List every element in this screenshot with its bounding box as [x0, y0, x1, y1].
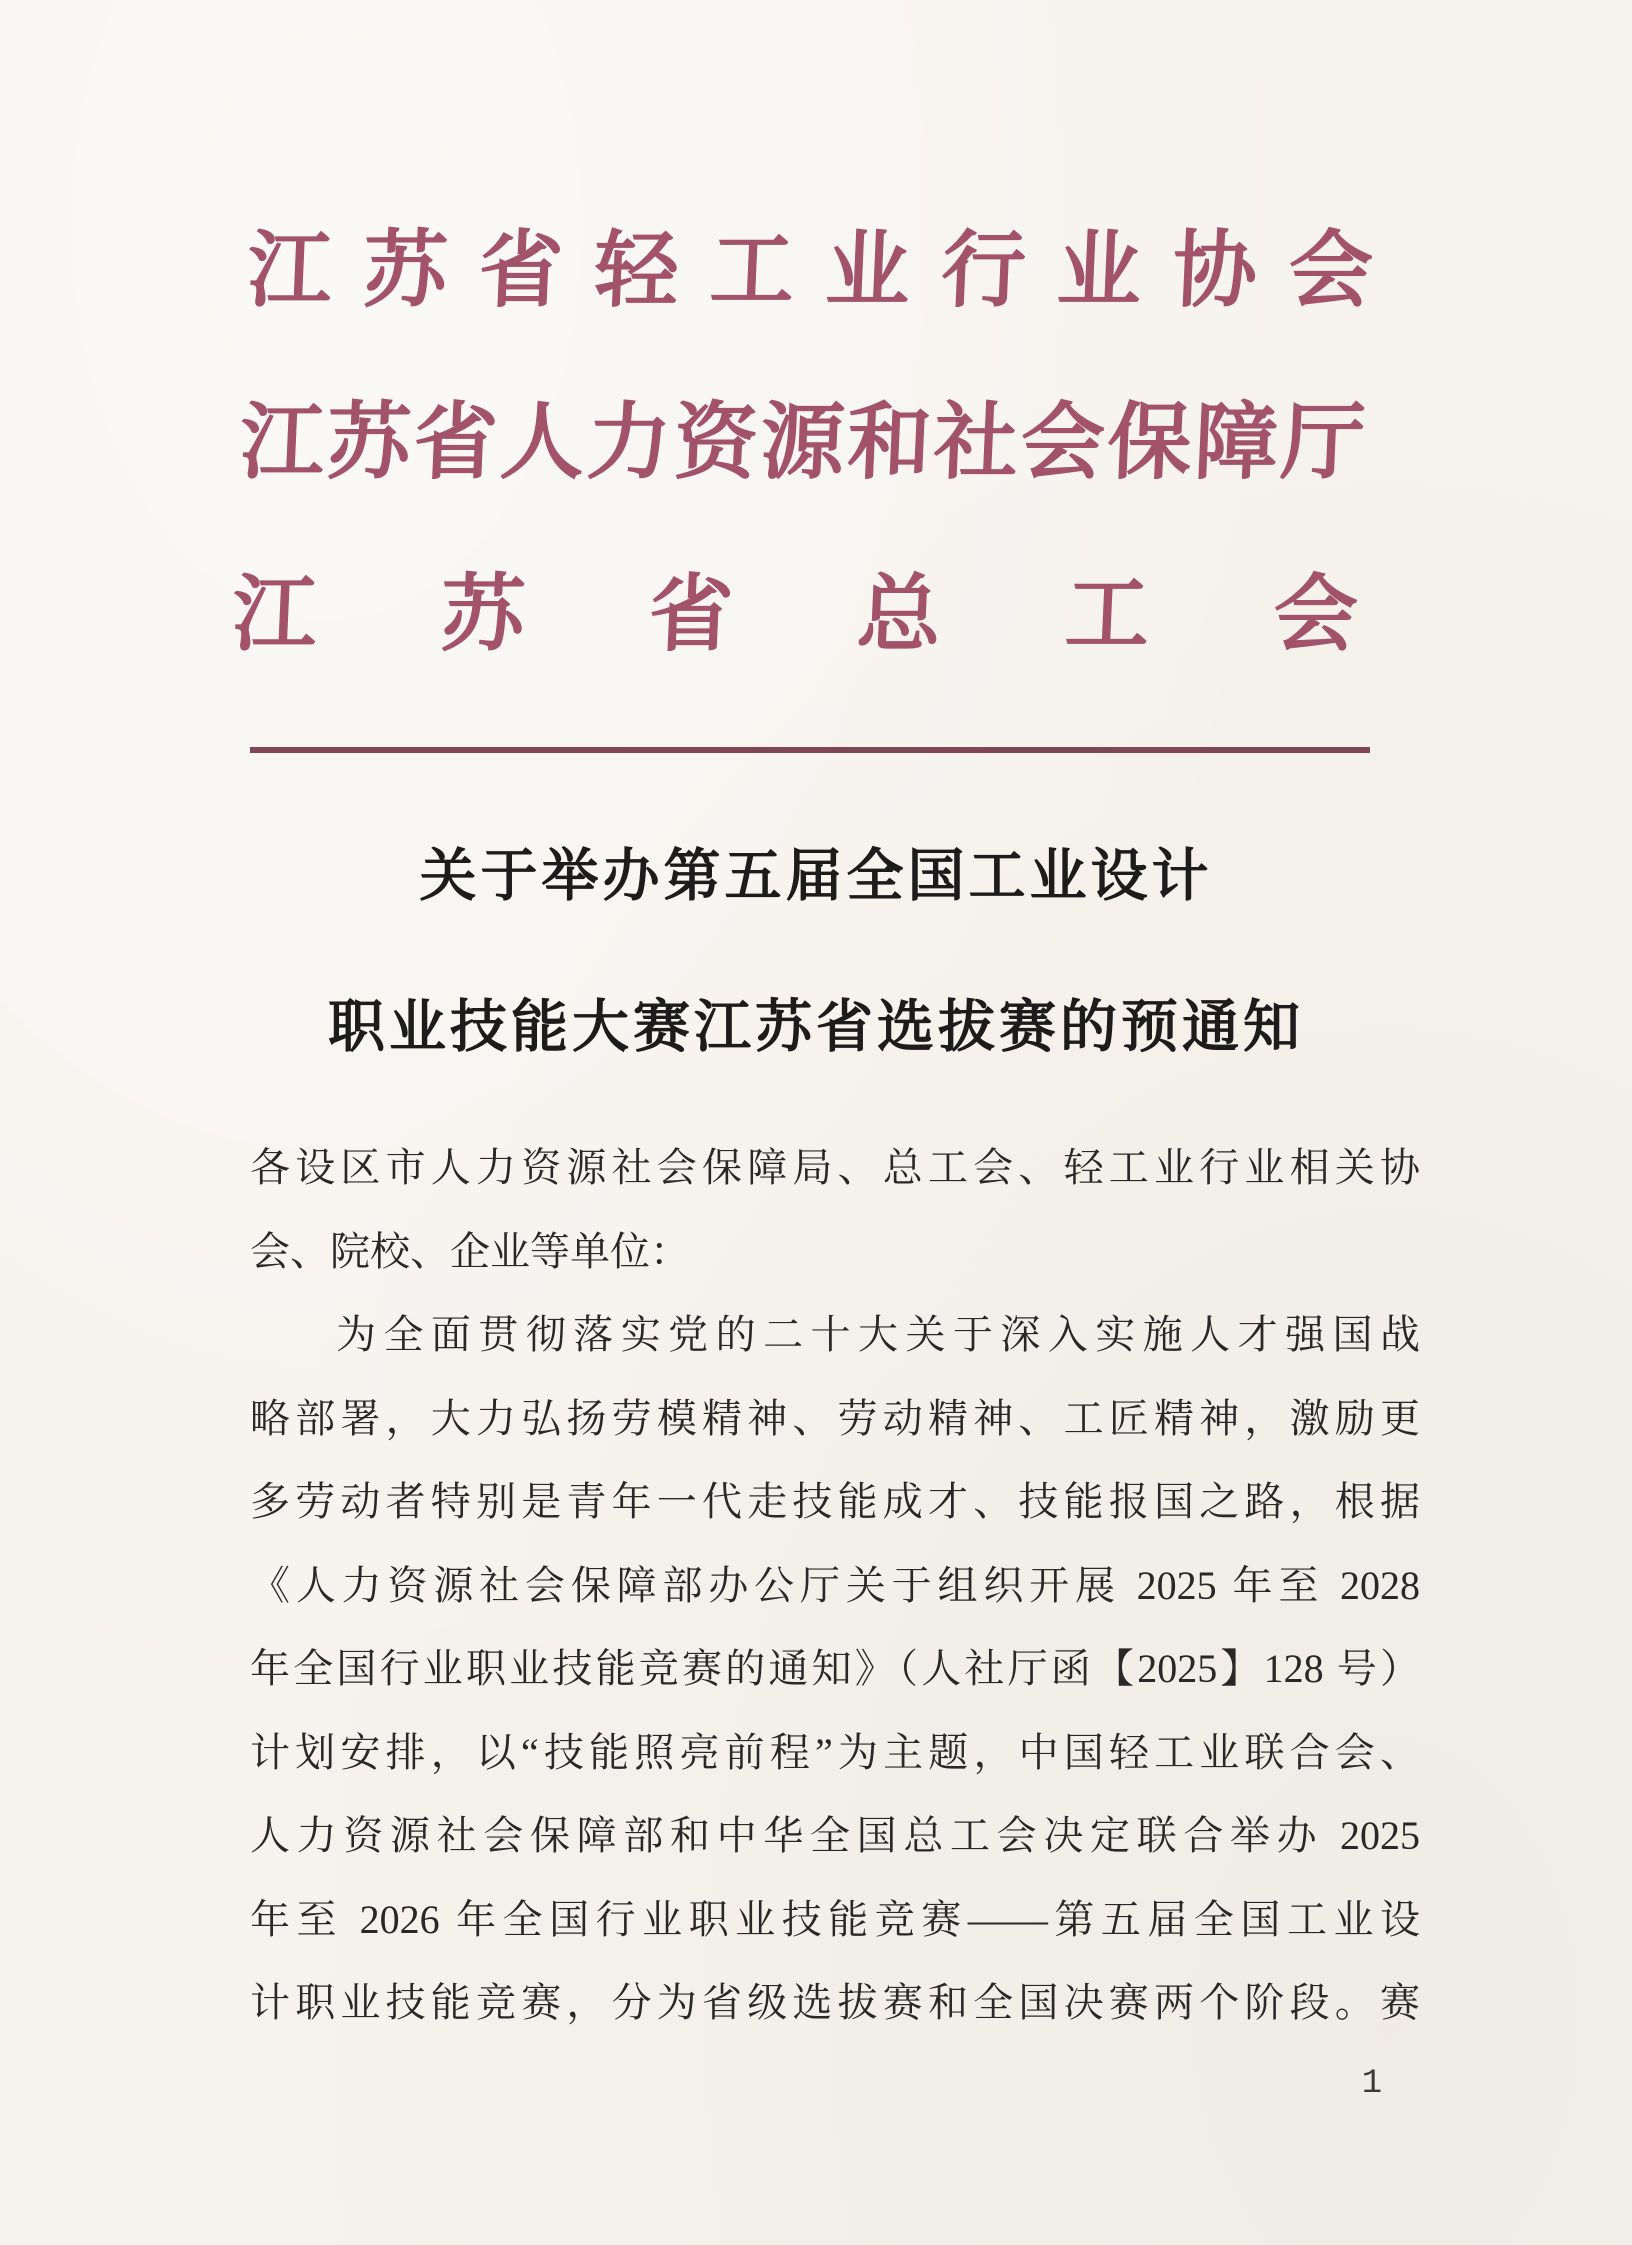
document-body — [250, 1126, 1420, 2045]
body-text-line: 《人力资源社会保障部办公厅关于组织开展 2025 年至 2028 — [250, 1562, 1420, 1608]
body-text-line: 多劳动者特别是青年一代走技能成才、技能报国之路，根据 — [250, 1479, 1420, 1524]
body-text-line: 各设区市人力资源社会保障局、总工会、轻工业行业相关协 — [250, 1145, 1420, 1190]
document-title-line-2: 职业技能大赛江苏省选拔赛的预通知 — [328, 996, 1304, 1059]
document-title-line-1: 关于举办第五届全国工业设计 — [419, 845, 1213, 908]
body-text-line: 会、院校、企业等单位： — [250, 1228, 690, 1274]
body-text-line: 计划安排，以“技能照亮前程”为主题，中国轻工业联合会、 — [250, 1729, 1420, 1775]
letterhead — [229, 186, 1377, 702]
body-text-line: 年全国行业职业技能竞赛的通知》（人社厅函【2025】128 号） — [250, 1646, 1420, 1691]
letterhead-org-line-1: 江苏省轻工业行业协会 — [245, 225, 1375, 318]
body-text-line: 年至 2026 年全国行业职业技能竞赛——第五届全国工业设 — [250, 1896, 1420, 1942]
body-text-line: 计职业技能竞赛，分为省级选拔赛和全国决赛两个阶段。赛 — [250, 1980, 1420, 2025]
letterhead-divider — [250, 747, 1370, 753]
letterhead-org-line-2: 江苏省人力资源和社会保障厅 — [237, 397, 1368, 490]
page-number: 1 — [1361, 2065, 1383, 2103]
body-text-line: 略部署，大力弘扬劳模精神、劳动精神、工匠精神，激励更 — [250, 1395, 1420, 1441]
body-text-line: 为全面贯彻落实党的二十大关于深入实施人才强国战 — [336, 1312, 1420, 1357]
letterhead-org-line-3: 江苏省总工会 — [230, 569, 1360, 662]
body-text-line: 人力资源社会保障部和中华全国总工会决定联合举办 2025 — [250, 1813, 1420, 1858]
